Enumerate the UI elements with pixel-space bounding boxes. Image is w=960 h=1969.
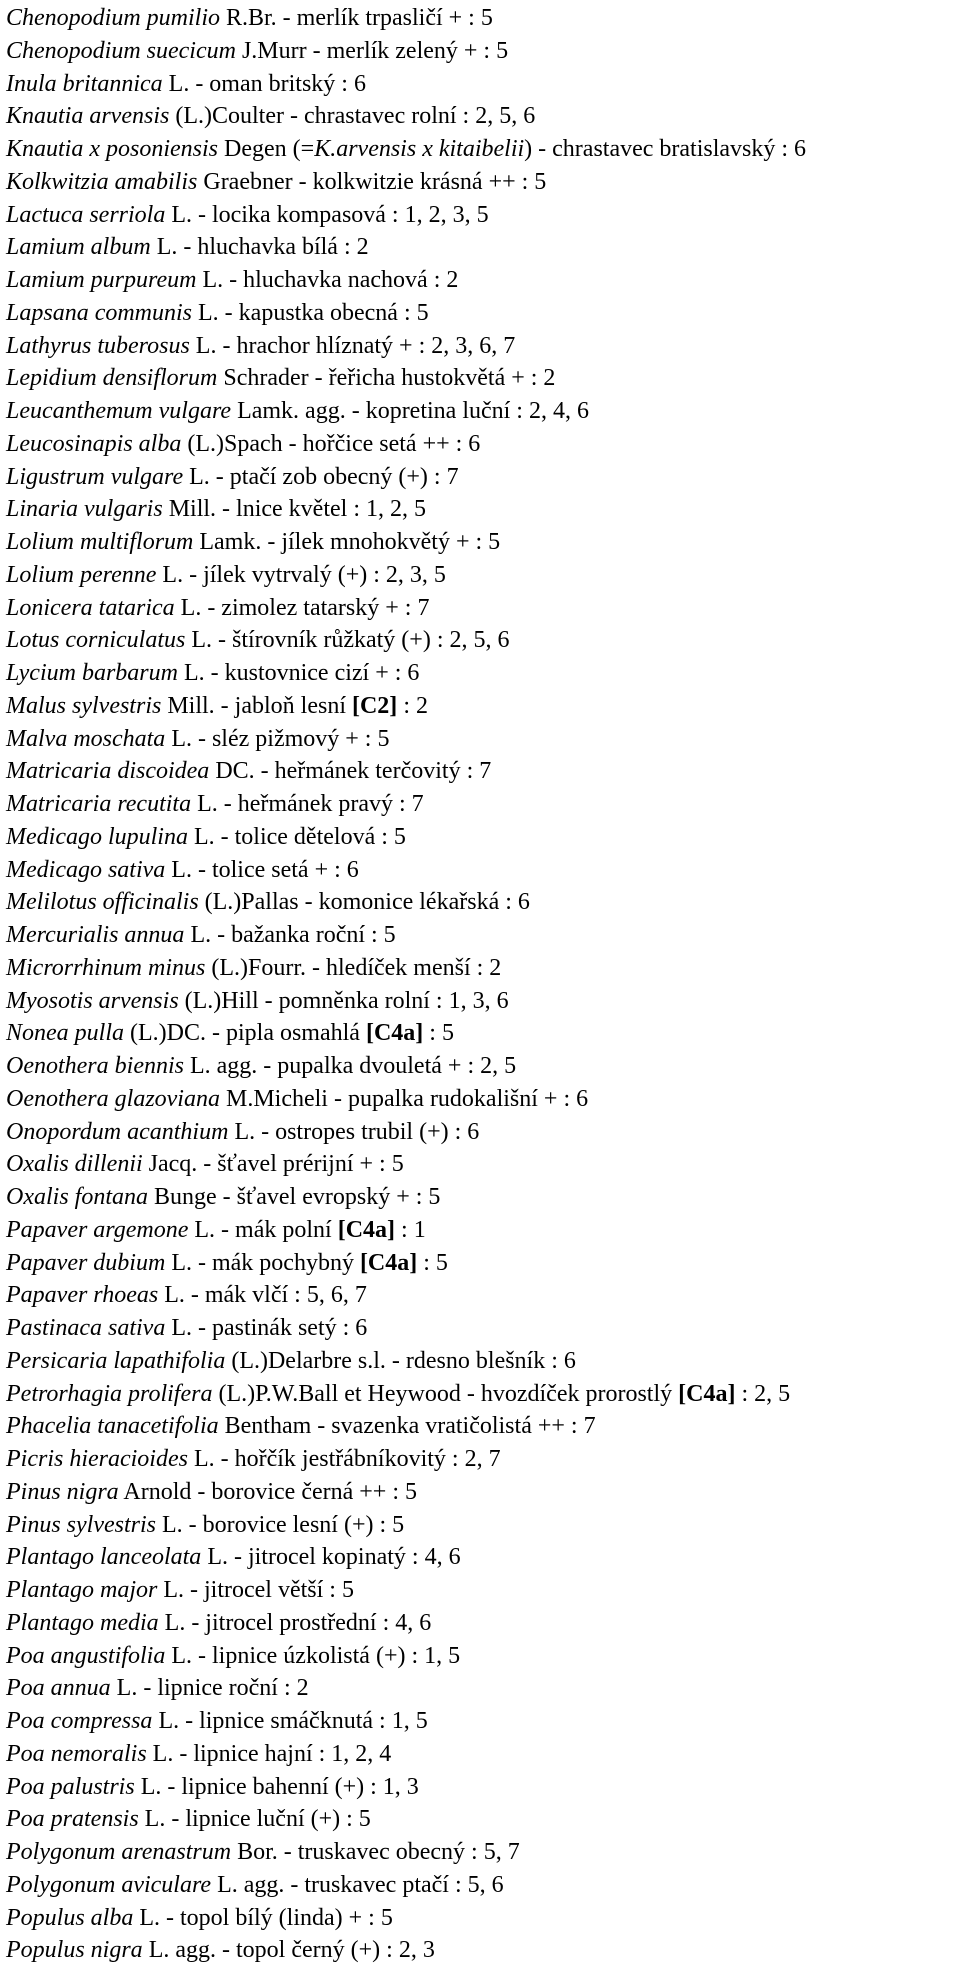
species-name: Poa nemoralis: [6, 1740, 147, 1767]
entry-text: Degen (=: [218, 136, 315, 162]
species-name: Phacelia tanacetifolia: [6, 1413, 219, 1440]
species-name: Polygonum arenastrum: [6, 1839, 232, 1865]
entry-text: L. - jitrocel prostřední : 4, 6: [158, 1609, 432, 1636]
entry-text: (L.)DC. - pipla osmahlá: [124, 1020, 366, 1047]
species-name: Medicago sativa: [6, 856, 166, 883]
list-item: [6, 1083, 960, 1116]
species-name: Melilotus officinalis: [6, 889, 199, 916]
species-name: Oxalis fontana: [6, 1184, 148, 1210]
entry-text: Schrader - řeřicha hustokvětá + : 2: [217, 365, 556, 392]
species-name: Malus sylvestris: [6, 692, 162, 719]
species-name: Oenothera biennis: [6, 1053, 184, 1079]
species-name: Populus nigra: [6, 1937, 143, 1964]
list-item: [6, 297, 960, 330]
species-name: Ligustrum vulgare: [6, 463, 184, 490]
list-item: [6, 1443, 960, 1476]
entry-text: Bunge - šťavel evropský + : 5: [148, 1184, 441, 1210]
list-item: [6, 1312, 960, 1345]
list-item: [6, 1050, 960, 1083]
species-name: Lapsana communis: [6, 299, 193, 326]
entry-text: (L.)Fourr. - hledíček menší : 2: [205, 954, 502, 981]
species-name: Pinus sylvestris: [6, 1511, 156, 1538]
species-name: Poa compressa: [6, 1708, 153, 1734]
entry-text: L. - tolice setá + : 6: [165, 856, 359, 883]
entry-text: L. - ostropes trubil (+) : 6: [228, 1118, 480, 1145]
species-name: Populus alba: [6, 1904, 134, 1931]
species-name: Matricaria recutita: [6, 791, 192, 817]
species-name: Oenothera glazoviana: [6, 1085, 220, 1112]
entry-text: Bentham - svazenka vratičolistá ++ : 7: [218, 1413, 596, 1440]
species-name: Pinus nigra: [6, 1478, 119, 1505]
entry-text: Graebner - kolkwitzie krásná ++ : 5: [197, 168, 547, 195]
list-item: [6, 821, 960, 854]
list-item: [6, 952, 960, 985]
species-name: Mercurialis annua: [6, 922, 185, 948]
list-item: [6, 919, 960, 952]
species-name: Oxalis dillenii: [6, 1151, 143, 1178]
species-name: Lotus corniculatus: [6, 627, 186, 654]
entry-text: L. - hrachor hlíznatý + : 2, 3, 6, 7: [189, 332, 516, 359]
list-item: [6, 788, 960, 821]
species-name: Leucosinapis alba: [6, 430, 182, 457]
list-item: [6, 592, 960, 625]
entry-text: Lamk. agg. - kopretina luční : 2, 4, 6: [231, 398, 589, 424]
list-item: [6, 1410, 960, 1443]
entry-text: L. - mák vlčí : 5, 6, 7: [158, 1282, 367, 1309]
list-item: [6, 624, 960, 657]
list-item: [6, 330, 960, 363]
entry-text: L. - hořčík jestřábníkovitý : 2, 7: [187, 1446, 501, 1472]
entry-text: (L.)Coulter - chrastavec rolní : 2, 5, 6: [169, 103, 536, 130]
list-item: [6, 166, 960, 199]
list-item: [6, 428, 960, 461]
list-item: [6, 264, 960, 297]
list-item: [6, 1345, 960, 1378]
entry-text-tail: : 2: [397, 692, 428, 719]
species-name: Poa angustifolia: [6, 1642, 166, 1669]
list-item: [6, 1148, 960, 1181]
entry-text: (L.)Spach - hořčice setá ++ : 6: [181, 430, 481, 457]
species-name: Lepidium densiflorum: [6, 365, 218, 392]
list-item: [6, 1378, 960, 1411]
species-name-secondary: K.arvensis x kitaibelii: [314, 136, 525, 162]
species-name: Lonicera tatarica: [6, 594, 175, 621]
entry-text: L. - hluchavka nachová : 2: [196, 267, 459, 293]
species-name: Plantago lanceolata: [6, 1544, 202, 1571]
list-item: [6, 100, 960, 133]
list-item: [6, 1869, 960, 1902]
species-name: Leucanthemum vulgare: [6, 398, 232, 424]
list-item: [6, 1836, 960, 1869]
entry-text: L. - topol bílý (linda) + : 5: [133, 1904, 393, 1931]
species-name: Medicago lupulina: [6, 823, 188, 850]
list-item: [6, 68, 960, 101]
category-badge: [C4a]: [337, 1216, 396, 1243]
species-name: Lactuca serriola: [6, 201, 166, 228]
list-item: [6, 1116, 960, 1149]
species-name: Papaver rhoeas: [6, 1282, 159, 1309]
list-item: [6, 1509, 960, 1542]
species-name: Malva moschata: [6, 725, 166, 752]
entry-text: Arnold - borovice černá ++ : 5: [118, 1478, 417, 1505]
entry-text: L. - jílek vytrvalý (+) : 2, 3, 5: [156, 561, 446, 588]
entry-text: L. - lipnice smáčknutá : 1, 5: [152, 1708, 428, 1734]
list-item: [6, 1541, 960, 1574]
entry-text: L. agg. - truskavec ptačí : 5, 6: [211, 1871, 504, 1898]
species-name: Microrrhinum minus: [6, 954, 206, 981]
entry-text: L. - lipnice roční : 2: [110, 1675, 309, 1702]
list-item: [6, 690, 960, 723]
list-item: [6, 526, 960, 559]
entry-text-tail: : 1: [395, 1216, 426, 1243]
species-name: Polygonum aviculare: [6, 1871, 212, 1898]
entry-text-tail: : 5: [423, 1020, 454, 1047]
list-item: [6, 1181, 960, 1214]
species-name: Lolium multiflorum: [6, 529, 194, 555]
entry-text: L. - pastinák setý : 6: [165, 1315, 368, 1341]
species-name: Plantago media: [6, 1609, 159, 1636]
entry-text: R.Br. - merlík trpasličí + : 5: [220, 5, 493, 31]
list-item: [6, 133, 960, 166]
list-item: [6, 2, 960, 35]
species-name: Kolkwitzia amabilis: [6, 168, 198, 195]
entry-text-tail: ) - chrastavec bratislavský : 6: [524, 136, 807, 162]
list-item: [6, 657, 960, 690]
species-name: Knautia arvensis: [6, 103, 170, 130]
entry-text: L. - locika kompasová : 1, 2, 3, 5: [165, 201, 489, 228]
entry-text: M.Micheli - pupalka rudokališní + : 6: [219, 1085, 589, 1112]
list-item: [6, 199, 960, 232]
species-name: Poa pratensis: [6, 1806, 139, 1833]
species-name: Papaver dubium: [6, 1249, 166, 1276]
entry-text: L. - lipnice luční (+) : 5: [138, 1806, 371, 1833]
species-name: Poa annua: [6, 1675, 111, 1702]
species-name: Papaver argemone: [6, 1216, 189, 1243]
entry-text: L. - jitrocel kopinatý : 4, 6: [201, 1544, 461, 1571]
category-badge: [C4a]: [365, 1020, 424, 1047]
species-name: Myosotis arvensis: [6, 987, 179, 1014]
species-name: Lolium perenne: [6, 561, 157, 588]
entry-text: Bor. - truskavec obecný : 5, 7: [231, 1839, 520, 1865]
entry-text: L. - kustovnice cizí + : 6: [177, 660, 420, 686]
species-name: Poa palustris: [6, 1773, 135, 1800]
entry-text: L. - lipnice úzkolistá (+) : 1, 5: [165, 1642, 461, 1669]
list-item: [6, 1738, 960, 1771]
species-name: Inula britannica: [6, 70, 163, 97]
list-item: [6, 1017, 960, 1050]
list-item: [6, 755, 960, 788]
entry-text: L. - borovice lesní (+) : 5: [156, 1511, 405, 1538]
species-name: Chenopodium pumilio: [6, 5, 220, 31]
list-item: [6, 1902, 960, 1935]
list-item: [6, 1640, 960, 1673]
entry-text: DC. - heřmánek terčovitý : 7: [209, 758, 492, 785]
entry-text: L. - zimolez tatarský + : 7: [174, 594, 430, 621]
species-name: Persicaria lapathifolia: [6, 1347, 226, 1374]
list-item: [6, 723, 960, 756]
category-badge: [C4a]: [678, 1380, 736, 1407]
species-name: Lathyrus tuberosus: [6, 332, 190, 359]
list-item: [6, 1672, 960, 1705]
entry-text: L. - lipnice hajní : 1, 2, 4: [146, 1740, 392, 1767]
species-name: Chenopodium suecicum: [6, 37, 236, 64]
list-item: [6, 886, 960, 919]
list-item: [6, 1607, 960, 1640]
entry-text: L. - jitrocel větší : 5: [157, 1577, 354, 1603]
entry-text: L. agg. - pupalka dvouletá + : 2, 5: [183, 1053, 517, 1079]
species-name: Petrorhagia prolifera: [6, 1380, 213, 1407]
species-name: Lamium album: [6, 234, 151, 261]
category-badge: [C2]: [351, 692, 398, 719]
list-item: [6, 1279, 960, 1312]
species-name: Pastinaca sativa: [6, 1315, 166, 1341]
entry-text: J.Murr - merlík zelený + : 5: [235, 37, 509, 64]
entry-text-tail: : 5: [417, 1249, 448, 1276]
entry-text: Mill. - lnice květel : 1, 2, 5: [162, 496, 426, 523]
list-item: [6, 1803, 960, 1836]
list-item: [6, 985, 960, 1018]
list-item: [6, 1771, 960, 1804]
entry-text: Lamk. - jílek mnohokvětý + : 5: [193, 529, 501, 555]
entry-text: Mill. - jabloň lesní: [161, 692, 352, 719]
entry-text: L. - ptačí zob obecný (+) : 7: [183, 463, 459, 490]
entry-text: (L.)Delarbre s.l. - rdesno blešník : 6: [225, 1347, 576, 1374]
list-item: [6, 1247, 960, 1280]
entry-text: L. agg. - topol černý (+) : 2, 3: [142, 1937, 435, 1964]
entry-text: L. - heřmánek pravý : 7: [191, 791, 424, 817]
list-item: [6, 559, 960, 592]
species-name: Lamium purpureum: [6, 267, 197, 293]
list-item: [6, 1214, 960, 1247]
entry-text: L. - sléz pižmový + : 5: [165, 725, 390, 752]
species-name: Onopordum acanthium: [6, 1118, 229, 1145]
entry-text: (L.)Pallas - komonice lékařská : 6: [198, 889, 530, 916]
entry-text: (L.)Hill - pomněnka rolní : 1, 3, 6: [178, 987, 509, 1014]
entry-text: L. - bažanka roční : 5: [184, 922, 396, 948]
entry-text-tail: : 2, 5: [735, 1380, 791, 1407]
species-name: Knautia x posoniensis: [6, 136, 219, 162]
species-name: Nonea pulla: [6, 1020, 124, 1047]
species-name: Picris hieracioides: [6, 1446, 188, 1472]
entry-text: L. - lipnice bahenní (+) : 1, 3: [134, 1773, 419, 1800]
list-item: [6, 395, 960, 428]
list-item: [6, 35, 960, 68]
category-badge: [C4a]: [359, 1249, 418, 1276]
list-item: [6, 362, 960, 395]
list-item: [6, 854, 960, 887]
list-item: [6, 1705, 960, 1738]
entry-text: L. - štírovník růžkatý (+) : 2, 5, 6: [185, 627, 510, 654]
list-item: [6, 1574, 960, 1607]
entry-text: L. - kapustka obecná : 5: [192, 299, 429, 326]
list-item: [6, 461, 960, 494]
species-name: Matricaria discoidea: [6, 758, 210, 785]
list-item: [6, 1934, 960, 1967]
entry-text: L. - tolice dětelová : 5: [187, 823, 406, 850]
entry-text: L. - mák polní: [188, 1216, 338, 1243]
entry-text: (L.)P.W.Ball et Heywood - hvozdíček prorostlý: [212, 1380, 679, 1407]
list-item: [6, 493, 960, 526]
species-name: Linaria vulgaris: [6, 496, 163, 523]
entry-text: L. - oman britský : 6: [162, 70, 366, 97]
species-name: Lycium barbarum: [6, 660, 178, 686]
entry-text: Jacq. - šťavel prérijní + : 5: [142, 1151, 404, 1178]
list-item: [6, 1476, 960, 1509]
entry-text: L. - hluchavka bílá : 2: [150, 234, 369, 261]
species-name: Plantago major: [6, 1577, 158, 1603]
entry-text: L. - mák pochybný: [165, 1249, 360, 1276]
list-item: [6, 231, 960, 264]
